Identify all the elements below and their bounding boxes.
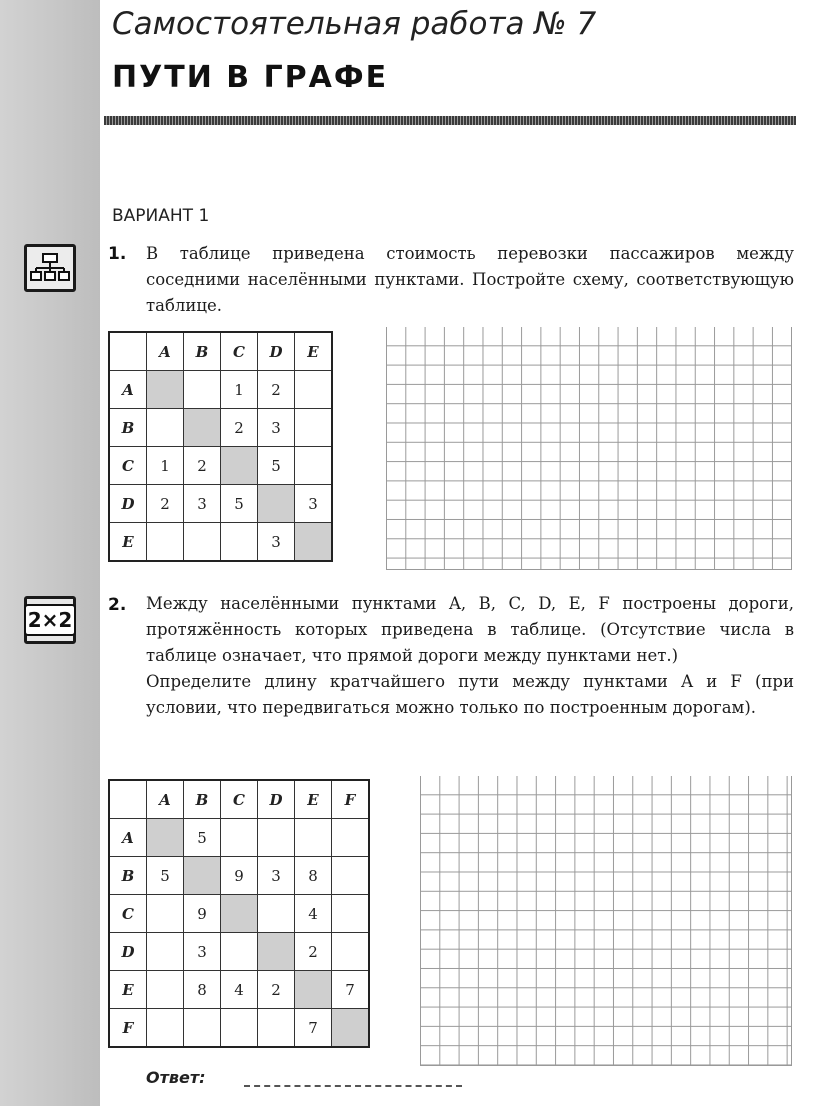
table-cell: 9 bbox=[184, 895, 221, 933]
col-header: A bbox=[147, 332, 184, 371]
col-header: E bbox=[295, 780, 332, 819]
page-heading: ПУТИ В ГРАФЕ bbox=[112, 60, 389, 95]
table-cell bbox=[332, 857, 370, 895]
answer-label: Ответ: bbox=[146, 1068, 206, 1087]
row-header: B bbox=[109, 857, 147, 895]
table-row bbox=[109, 1009, 369, 1048]
table-cell bbox=[147, 971, 184, 1009]
table-cell: 7 bbox=[295, 1009, 332, 1048]
task2-text bbox=[146, 591, 794, 721]
table-cell: 5 bbox=[221, 485, 258, 523]
table-cell bbox=[258, 485, 295, 523]
table-cell: 5 bbox=[147, 857, 184, 895]
table-cell bbox=[295, 523, 333, 562]
table-cell bbox=[147, 371, 184, 409]
row-header: F bbox=[109, 1009, 147, 1048]
table-cell bbox=[258, 933, 295, 971]
table-cell bbox=[332, 933, 370, 971]
table-cell: 3 bbox=[258, 409, 295, 447]
table-cell: 2 bbox=[295, 933, 332, 971]
table-cell: 5 bbox=[258, 447, 295, 485]
table-cell bbox=[295, 447, 333, 485]
task1-paragraph: В таблице приведена стоимость перевозки пассажиров между соседними населёнными пунктами. Постройте схему, соответствующую таблице. bbox=[146, 244, 794, 315]
task1-text bbox=[146, 241, 794, 319]
col-header: C bbox=[221, 332, 258, 371]
table-cell: 2 bbox=[184, 447, 221, 485]
table-row bbox=[109, 447, 332, 485]
row-header: B bbox=[109, 409, 147, 447]
table-cell bbox=[147, 523, 184, 562]
table-cell bbox=[295, 371, 333, 409]
work-title: Самостоятельная работа № 7 bbox=[112, 6, 597, 42]
table-cell: 2 bbox=[147, 485, 184, 523]
col-header: D bbox=[258, 780, 295, 819]
table-cell bbox=[184, 523, 221, 562]
table-corner bbox=[109, 332, 147, 371]
table-cell bbox=[295, 409, 333, 447]
table-cell bbox=[295, 971, 332, 1009]
table-header-row bbox=[109, 780, 369, 819]
table-cell bbox=[221, 447, 258, 485]
table-cell bbox=[147, 933, 184, 971]
task1-table bbox=[108, 331, 333, 562]
page-margin-band bbox=[0, 0, 100, 1106]
table-cell: 1 bbox=[221, 371, 258, 409]
calculation-icon bbox=[24, 596, 76, 644]
table-cell bbox=[147, 819, 184, 857]
table-cell: 4 bbox=[221, 971, 258, 1009]
table-cell: 2 bbox=[258, 971, 295, 1009]
answer-field[interactable] bbox=[244, 1085, 462, 1087]
row-header: E bbox=[109, 523, 147, 562]
table-cell bbox=[184, 409, 221, 447]
table-cell bbox=[221, 819, 258, 857]
table-cell bbox=[221, 933, 258, 971]
table-row bbox=[109, 933, 369, 971]
table-cell: 8 bbox=[295, 857, 332, 895]
table-row bbox=[109, 971, 369, 1009]
row-header: C bbox=[109, 895, 147, 933]
flowchart-icon bbox=[24, 244, 76, 292]
table-cell bbox=[147, 1009, 184, 1048]
table-cell: 2 bbox=[258, 371, 295, 409]
table-cell bbox=[184, 857, 221, 895]
table-header-row bbox=[109, 332, 332, 371]
table-cell: 7 bbox=[332, 971, 370, 1009]
table-row bbox=[109, 857, 369, 895]
task2-table bbox=[108, 779, 370, 1048]
table-cell: 8 bbox=[184, 971, 221, 1009]
table-cell bbox=[258, 895, 295, 933]
task1-number: 1. bbox=[108, 244, 127, 264]
table-corner bbox=[109, 780, 147, 819]
heading-rule bbox=[104, 116, 796, 125]
table-row bbox=[109, 371, 332, 409]
table-cell: 5 bbox=[184, 819, 221, 857]
table-cell bbox=[147, 895, 184, 933]
table-cell bbox=[184, 1009, 221, 1048]
table-row bbox=[109, 819, 369, 857]
table-cell: 3 bbox=[295, 485, 333, 523]
col-header: A bbox=[147, 780, 184, 819]
row-header: D bbox=[109, 485, 147, 523]
table-cell: 4 bbox=[295, 895, 332, 933]
table-cell: 2 bbox=[221, 409, 258, 447]
table-cell bbox=[258, 819, 295, 857]
table-cell bbox=[221, 523, 258, 562]
table-cell bbox=[295, 819, 332, 857]
table-row bbox=[109, 485, 332, 523]
table-cell bbox=[221, 895, 258, 933]
col-header: B bbox=[184, 332, 221, 371]
row-header: A bbox=[109, 371, 147, 409]
table-cell: 1 bbox=[147, 447, 184, 485]
row-header: E bbox=[109, 971, 147, 1009]
table-cell bbox=[184, 371, 221, 409]
flowchart-icon-graphic bbox=[30, 252, 70, 284]
col-header: D bbox=[258, 332, 295, 371]
row-header: A bbox=[109, 819, 147, 857]
task1-drawing-grid[interactable] bbox=[386, 327, 792, 570]
task2-number: 2. bbox=[108, 595, 127, 615]
task2-paragraph-2: Определите длину кратчайшего пути между пунктами A и F (при условии, что передвигаться можно только по построенным дорогам). bbox=[146, 672, 794, 717]
table-cell bbox=[332, 1009, 370, 1048]
task2-drawing-grid[interactable] bbox=[420, 776, 792, 1066]
table-cell: 3 bbox=[184, 933, 221, 971]
table-cell: 3 bbox=[258, 857, 295, 895]
col-header: B bbox=[184, 780, 221, 819]
table-row bbox=[109, 409, 332, 447]
table-cell: 3 bbox=[184, 485, 221, 523]
table-cell bbox=[332, 895, 370, 933]
table-cell bbox=[147, 409, 184, 447]
table-cell bbox=[221, 1009, 258, 1048]
variant-label: ВАРИАНТ 1 bbox=[112, 206, 210, 226]
row-header: C bbox=[109, 447, 147, 485]
row-header: D bbox=[109, 933, 147, 971]
table-cell bbox=[332, 819, 370, 857]
table-row bbox=[109, 895, 369, 933]
table-row bbox=[109, 523, 332, 562]
table-cell bbox=[258, 1009, 295, 1048]
col-header: F bbox=[332, 780, 370, 819]
table-cell: 3 bbox=[258, 523, 295, 562]
calculation-icon-label: 2×2 bbox=[24, 604, 77, 636]
table-cell: 9 bbox=[221, 857, 258, 895]
task2-paragraph-1: Между населёнными пунктами A, B, C, D, E, F построены дороги, протяжённость которых приведена в таблице. (Отсутствие числа в таблице означает, что прямой дороги между пунктами нет.) bbox=[146, 594, 794, 665]
col-header: C bbox=[221, 780, 258, 819]
col-header: E bbox=[295, 332, 333, 371]
